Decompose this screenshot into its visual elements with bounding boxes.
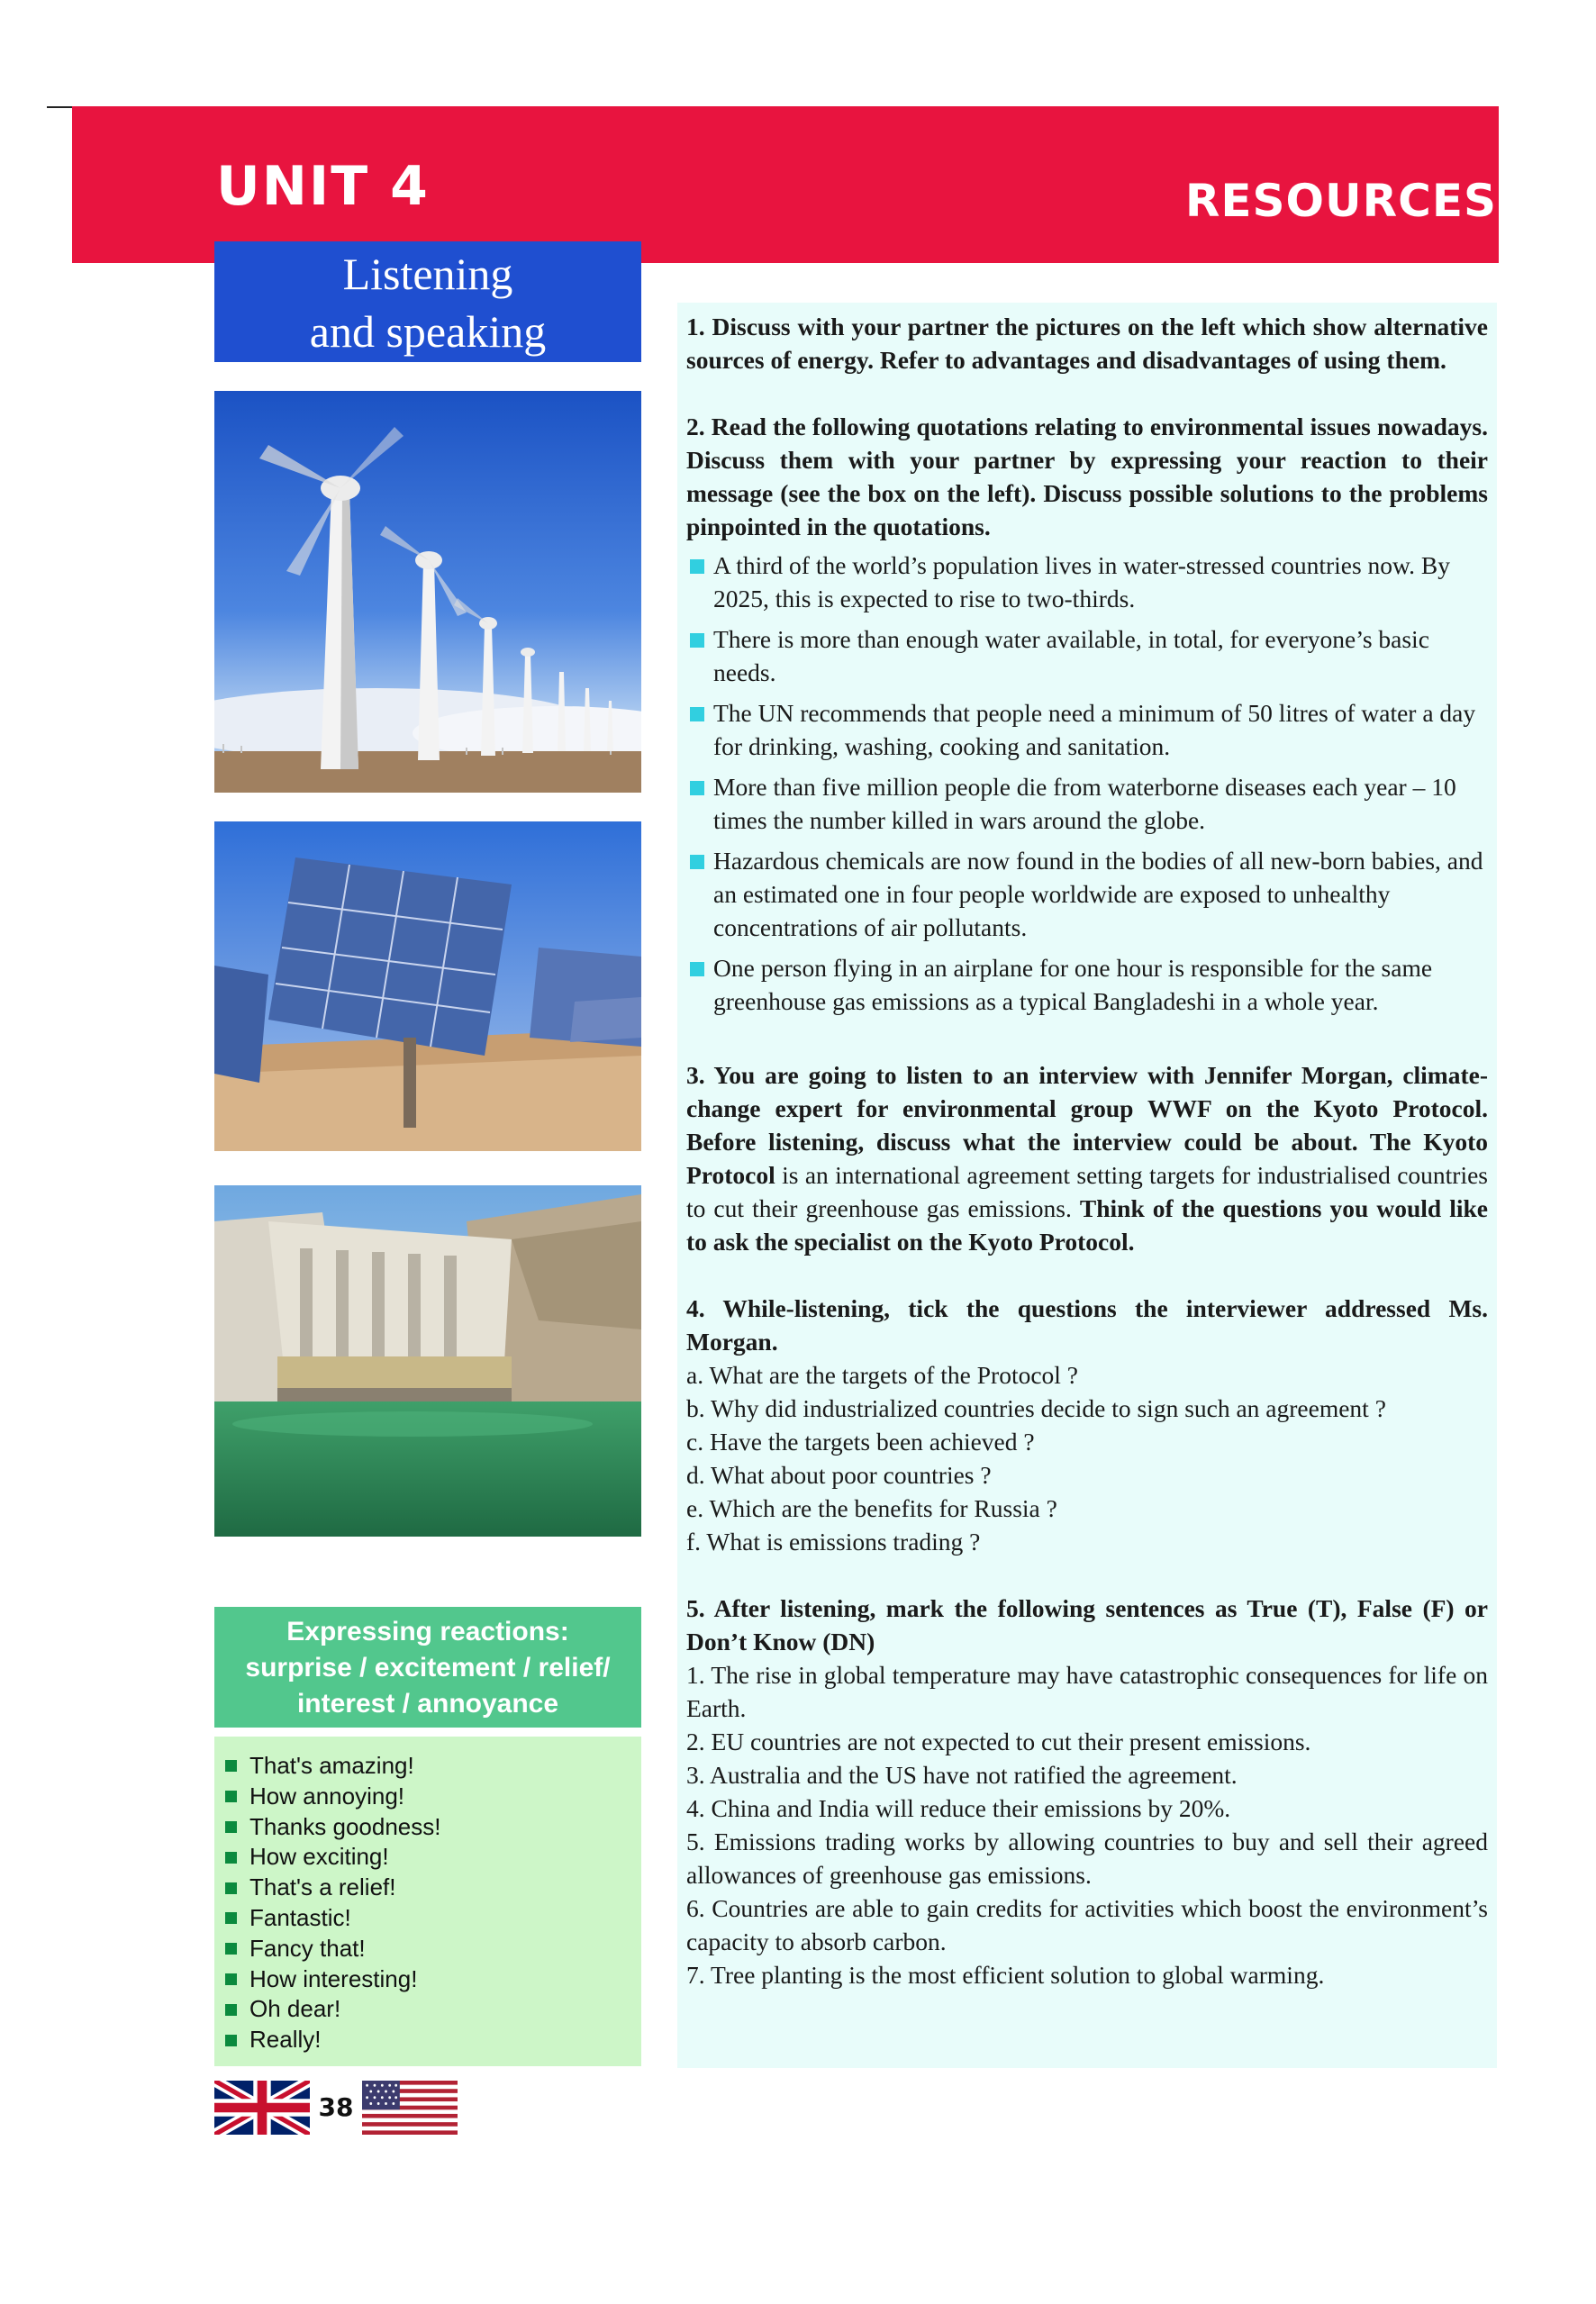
square-bullet-icon <box>690 559 704 574</box>
exercise-1: 1. Discuss with your partner the pictures on the left which show alternative sources of energy. Refer to advantages and disadvantages of using them. <box>686 313 1488 374</box>
statement-item: 7. Tree planting is the most efficient solution to global warming. <box>686 1961 1325 1989</box>
exercises-panel <box>677 303 1497 2068</box>
square-bullet-icon <box>225 1943 237 1955</box>
listening-speaking-line1: Listening <box>342 249 513 299</box>
question-item: a. What are the targets of the Protocol ? <box>686 1361 1079 1389</box>
list-item: Thanks goodness! <box>225 1812 641 1843</box>
statement-item: 5. Emissions trading works by allowing countries to buy and sell their agreed allowances of greenhouse gas emissions. <box>686 1828 1488 1889</box>
reactions-list <box>214 1737 641 2066</box>
square-bullet-icon <box>690 855 704 869</box>
reactions-heading-line3: interest / annoyance <box>296 1689 559 1719</box>
list-item: How exciting! <box>225 1842 641 1873</box>
square-bullet-icon <box>690 633 704 648</box>
square-bullet-icon <box>690 962 704 976</box>
us-flag-icon <box>362 2081 458 2135</box>
page-number: 38 <box>310 2081 362 2135</box>
statement-item: 3. Australia and the US have not ratified the agreement. <box>686 1761 1238 1789</box>
reactions-heading-line2: surprise / excitement / relief/ <box>245 1653 611 1683</box>
uk-flag-icon <box>214 2081 310 2135</box>
statement-item: 1. The rise in global temperature may have catastrophic consequences for life on Earth. <box>686 1661 1488 1722</box>
exercise-2: 2. Read the following quotations relating to environmental issues nowadays. Discuss them with your partner by expressing your reaction to their message (see the box on the left). Discuss possible solutions to the problems pinpointed in the quotations. <box>686 413 1488 540</box>
question-item: c. Have the targets been achieved ? <box>686 1428 1035 1456</box>
quote-item: The UN recommends that people need a minimum of 50 litres of water a day for drinking, washing, cooking and sanitation. <box>686 696 1488 763</box>
listening-speaking-box <box>214 241 641 362</box>
square-bullet-icon <box>225 1912 237 1924</box>
list-item: Fancy that! <box>225 1934 641 1964</box>
reactions-heading-line1: Expressing reactions: <box>286 1617 569 1646</box>
reactions-heading <box>214 1607 641 1728</box>
section-title: RESOURCES <box>1184 175 1497 227</box>
list-item: Oh dear! <box>225 1994 641 2025</box>
quote-item: Hazardous chemicals are now found in the bodies of all new-born babies, and an estimated one in four people worldwide are exposed to unhealthy concentrations of air pollutants. <box>686 844 1488 944</box>
statement-item: 6. Countries are able to gain credits for activities which boost the environment’s capacity to absorb carbon. <box>686 1894 1488 1955</box>
quote-item: There is more than enough water available, in total, for everyone’s basic needs. <box>686 622 1488 689</box>
question-item: d. What about poor countries ? <box>686 1461 992 1489</box>
list-item: How interesting! <box>225 1964 641 1995</box>
square-bullet-icon <box>225 1791 237 1802</box>
exercise-3: 3. You are going to listen to an interview with Jennifer Morgan, climate-change expert for environmental group WWF on the Kyoto Protocol. Before listening, discuss what the interview could be about. The Kyoto Protocol is an international agreement setting targets for industrialised countries to cut their greenhouse gas emissions. Think of the questions you would like to ask the specialist on the Kyoto Protocol. <box>686 1061 1489 1256</box>
page-footer <box>214 2081 458 2135</box>
unit-title: UNIT 4 <box>216 155 430 218</box>
square-bullet-icon <box>225 1973 237 1985</box>
list-item: How annoying! <box>225 1782 641 1812</box>
list-item: Really! <box>225 2025 641 2055</box>
square-bullet-icon <box>690 781 704 795</box>
exercise-5: 5. After listening, mark the following sentences as True (T), False (F) or Don’t Know (DN) <box>686 1594 1488 1655</box>
square-bullet-icon <box>690 707 704 721</box>
square-bullet-icon <box>225 1760 237 1772</box>
square-bullet-icon <box>225 1852 237 1864</box>
solar-panels-photo <box>214 821 641 1151</box>
hydroelectric-dam-photo <box>214 1185 641 1537</box>
top-rule <box>47 106 74 108</box>
statement-item: 4. China and India will reduce their emissions by 20%. <box>686 1794 1231 1822</box>
list-item: That's a relief! <box>225 1873 641 1903</box>
quote-item: More than five million people die from waterborne diseases each year – 10 times the number killed in wars around the globe. <box>686 770 1488 837</box>
listening-speaking-line2: and speaking <box>309 306 547 357</box>
square-bullet-icon <box>225 2004 237 2016</box>
question-item: b. Why did industrialized countries decide to sign such an agreement ? <box>686 1394 1386 1422</box>
quote-item: A third of the world’s population lives in water-stressed countries now. By 2025, this is expected to rise to two-thirds. <box>686 549 1488 615</box>
statement-item: 2. EU countries are not expected to cut their present emissions. <box>686 1728 1311 1755</box>
square-bullet-icon <box>225 2035 237 2046</box>
square-bullet-icon <box>225 1882 237 1894</box>
quote-item: One person flying in an airplane for one hour is responsible for the same greenhouse gas emissions as a typical Bangladeshi in a whole year. <box>686 951 1488 1018</box>
list-item: That's amazing! <box>225 1751 641 1782</box>
square-bullet-icon <box>225 1821 237 1833</box>
question-item: f. What is emissions trading ? <box>686 1528 981 1556</box>
exercise-4: 4. While-listening, tick the questions the interviewer addressed Ms. Morgan. <box>686 1294 1488 1356</box>
list-item: Fantastic! <box>225 1903 641 1934</box>
question-item: e. Which are the benefits for Russia ? <box>686 1494 1057 1522</box>
wind-turbines-photo <box>214 391 641 793</box>
